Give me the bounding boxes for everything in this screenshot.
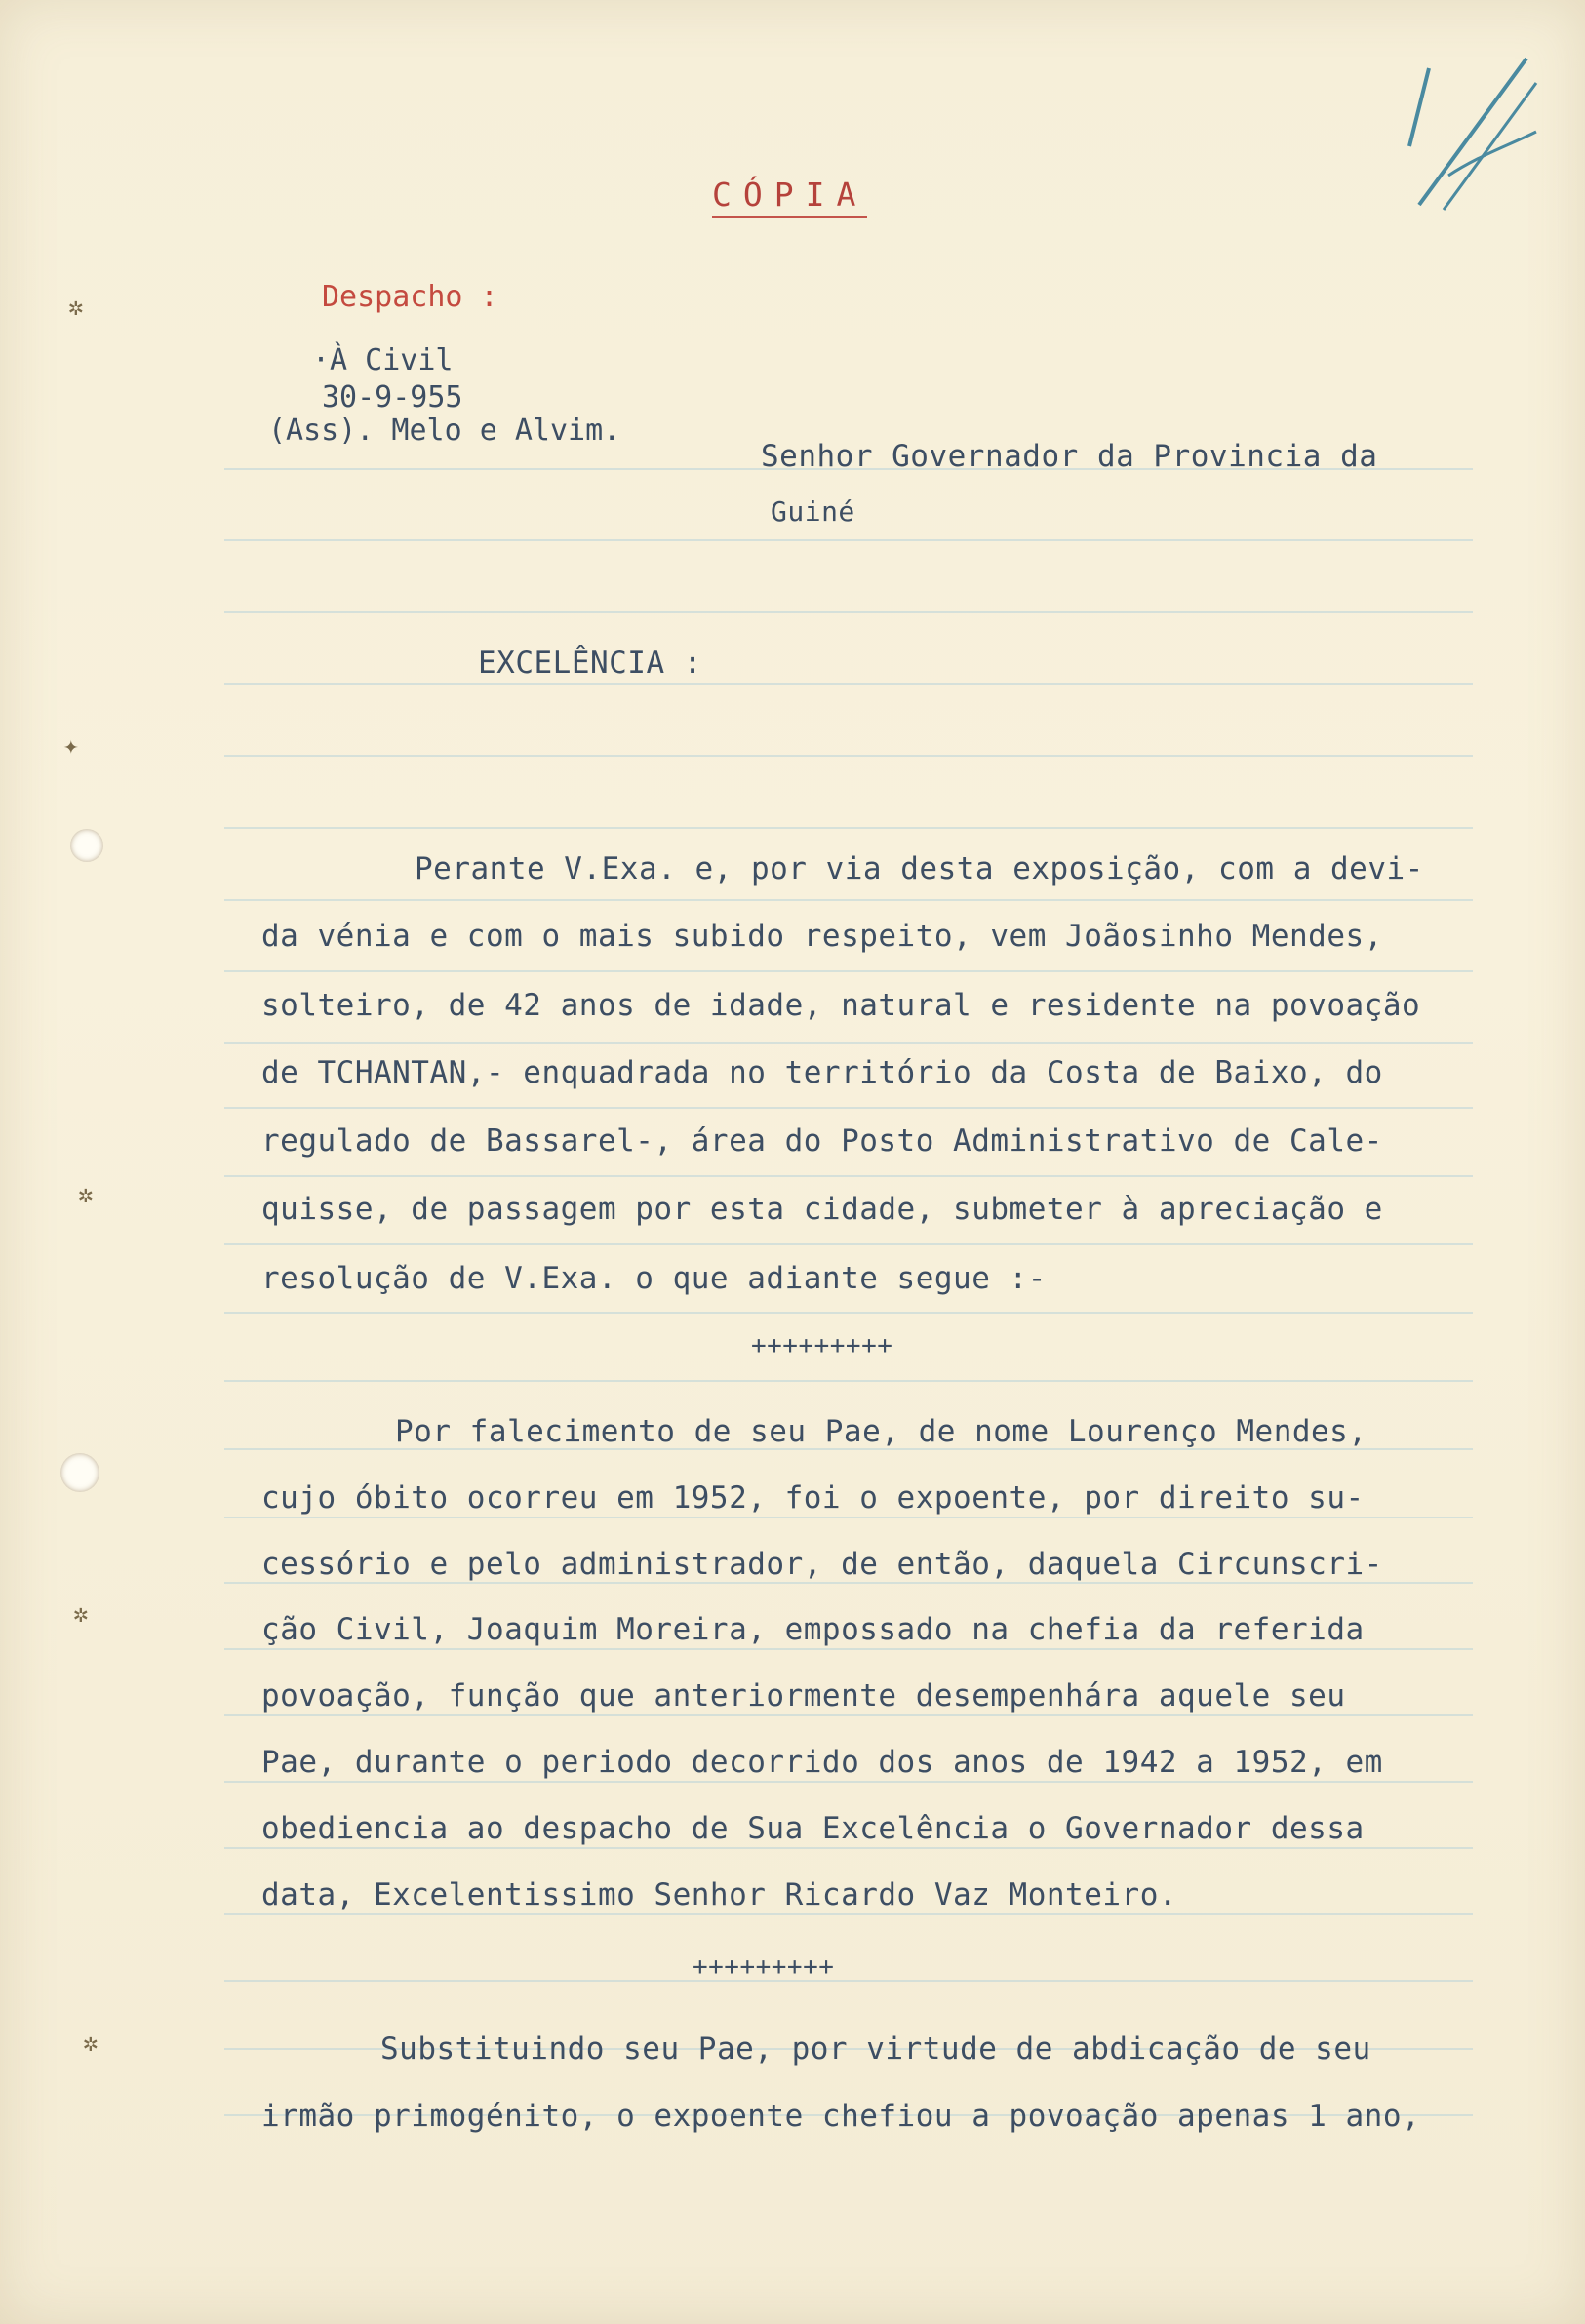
paragraph-2-line-7: obediencia ao despacho de Sua Excelência o Governador dessa — [261, 1811, 1365, 1846]
document-title: CÓPIA — [712, 176, 867, 218]
paragraph-2-line-8: data, Excelentissimo Senhor Ricardo Vaz Monteiro. — [261, 1877, 1178, 1912]
addressee-line-2: Guiné — [771, 495, 855, 528]
paragraph-1-line-4: de TCHANTAN,- enquadrada no território da Costa de Baixo, do — [261, 1055, 1383, 1090]
ruled-line — [224, 1517, 1473, 1518]
ruled-line — [224, 1243, 1473, 1245]
separator: +++++++++ — [693, 1952, 835, 1982]
addressee-line-1: Senhor Governador da Provincia da — [761, 439, 1378, 474]
paragraph-3-line-2: irmão primogénito, o expoente chefiou a povoação apenas 1 ano, — [261, 2099, 1421, 2134]
ruled-line — [224, 899, 1473, 901]
paragraph-2-line-1: Por falecimento de seu Pae, de nome Lourenço Mendes, — [395, 1414, 1367, 1449]
punch-hole — [70, 829, 103, 862]
ruled-line — [224, 1913, 1473, 1915]
paragraph-1-line-3: solteiro, de 42 anos de idade, natural e residente na povoação — [261, 988, 1421, 1023]
paragraph-1-line-5: regulado de Bassarel-, área do Posto Administrativo de Cale- — [261, 1123, 1383, 1159]
signature-scribble-icon — [1390, 39, 1556, 234]
ruled-line — [224, 970, 1473, 972]
paragraph-1-line-6: quisse, de passagem por esta cidade, submeter à apreciação e — [261, 1192, 1383, 1227]
ruled-line — [224, 1781, 1473, 1783]
paragraph-2-line-5: povoação, função que anteriormente desempenhára aquele seu — [261, 1678, 1346, 1713]
ruled-line — [224, 1380, 1473, 1382]
ruled-line — [224, 1648, 1473, 1650]
despacho-signature: (Ass). Melo e Alvim. — [268, 414, 621, 448]
pin-mark-icon: ✲ — [83, 2029, 99, 2058]
pin-mark-icon: ✲ — [73, 1599, 89, 1629]
ruled-line — [224, 1714, 1473, 1716]
ruled-line — [224, 683, 1473, 685]
pin-mark-icon: ✲ — [78, 1180, 94, 1209]
paragraph-1-line-7: resolução de V.Exa. o que adiante segue :- — [261, 1261, 1047, 1296]
paragraph-2-line-6: Pae, durante o periodo decorrido dos anos de 1942 a 1952, em — [261, 1745, 1383, 1780]
punch-hole — [60, 1453, 99, 1492]
ruled-line — [224, 539, 1473, 541]
despacho-date: 30-9-955 — [322, 380, 463, 414]
paragraph-1-line-2: da vénia e com o mais subido respeito, vem Joãosinho Mendes, — [261, 919, 1383, 954]
pin-mark-icon: ✲ — [68, 293, 84, 322]
ruled-line — [224, 1107, 1473, 1109]
despacho-line-1: ·À Civil — [312, 343, 454, 377]
ruled-line — [224, 1312, 1473, 1314]
ruled-line — [224, 1980, 1473, 1982]
paragraph-2-line-2: cujo óbito ocorreu em 1952, foi o expoente, por direito su- — [261, 1480, 1365, 1516]
ruled-line — [224, 1175, 1473, 1177]
paragraph-1-line-1: Perante V.Exa. e, por via desta exposição, com a devi- — [415, 851, 1424, 886]
salutation: EXCELÊNCIA : — [478, 646, 702, 681]
pin-mark-icon: ✦ — [63, 731, 79, 761]
ruled-line — [224, 1582, 1473, 1584]
ruled-line — [224, 1042, 1473, 1044]
paragraph-2-line-4: ção Civil, Joaquim Moreira, empossado na chefia da referida — [261, 1612, 1365, 1647]
paragraph-2-line-3: cessório e pelo administrador, de então, daquela Circunscri- — [261, 1547, 1383, 1582]
separator: +++++++++ — [751, 1331, 893, 1360]
ruled-line — [224, 755, 1473, 757]
ruled-line — [224, 611, 1473, 613]
despacho-label: Despacho : — [322, 280, 498, 314]
paragraph-3-line-1: Substituindo seu Pae, por virtude de abdicação de seu — [380, 2031, 1371, 2067]
ruled-line — [224, 827, 1473, 829]
ruled-line — [224, 1847, 1473, 1849]
